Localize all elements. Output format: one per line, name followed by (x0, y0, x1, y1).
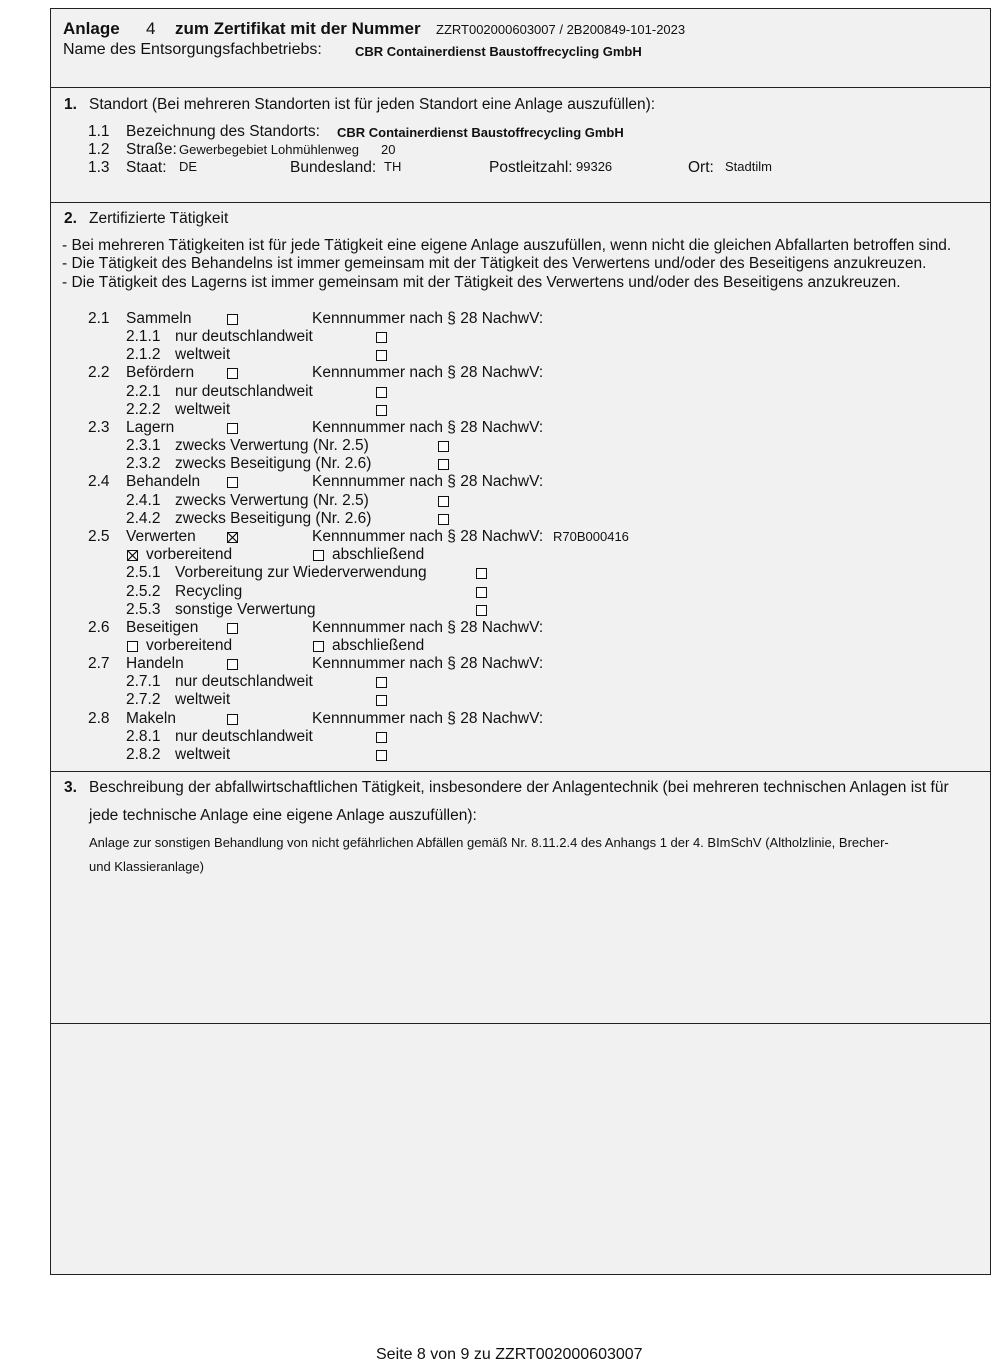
section2-title: Zertifizierte Tätigkeit (89, 210, 229, 227)
section-standort (50, 87, 991, 203)
header-section (50, 8, 991, 88)
house-number-value: 20 (381, 142, 396, 157)
sub-activity-number: 2.2.1 (126, 383, 161, 400)
site-name-label: Bezeichnung des Standorts: (126, 123, 320, 140)
sub-activity-a221-checkbox[interactable] (376, 387, 387, 398)
sub-activity-label: nur deutschlandweit (175, 728, 313, 745)
section1-title: Standort (Bei mehreren Standorten ist für jeden Standort eine Anlage auszufüllen): (89, 96, 656, 113)
anlage-label: Anlage (63, 19, 120, 38)
sub-activity-label: nur deutschlandweit (175, 383, 313, 400)
sub-activity-number: 2.5.1 (126, 564, 161, 581)
activity-a23-checkbox[interactable] (227, 423, 238, 434)
section3-title-line1: Beschreibung der abfallwirtschaftlichen Tätigkeit, insbesondere der Anlagentechnik (bei mehreren technischen Anlagen ist für (89, 779, 949, 796)
sub-activity-number: 2.4.2 (126, 510, 161, 527)
sub-activity-label: zwecks Beseitigung (Nr. 2.6) (175, 510, 372, 527)
sub-activity-a211-checkbox[interactable] (376, 332, 387, 343)
kennnummer-label: Kennnummer nach § 28 NachwV: (312, 310, 544, 327)
sub-activity-label: nur deutschlandweit (175, 328, 313, 345)
state-label: Bundesland: (290, 159, 377, 176)
country-value: DE (179, 159, 198, 174)
sub-activity-number: 2.7.2 (126, 691, 161, 708)
abschliessend-label: abschließend (332, 637, 425, 654)
sub-activity-label: zwecks Verwertung (Nr. 2.5) (175, 437, 369, 454)
kennnummer-label: Kennnummer nach § 28 NachwV: (312, 619, 544, 636)
note-line: - Die Tätigkeit des Behandelns ist immer gemeinsam mit der Tätigkeit des Verwertens und/oder des Beseitigens anzukreuzen. (62, 255, 927, 272)
activity-number: 2.7 (88, 655, 110, 672)
kennnummer-value: R70B000416 (553, 529, 629, 544)
activity-number: 2.3 (88, 419, 110, 436)
sub-activity-a282-checkbox[interactable] (376, 750, 387, 761)
activity-a28-checkbox[interactable] (227, 714, 238, 725)
sub-activity-number: 2.5.3 (126, 601, 161, 618)
sub-activity-a252-checkbox[interactable] (476, 587, 487, 598)
anlage-number: 4 (146, 19, 156, 38)
activity-number: 2.1 (88, 310, 110, 327)
note-line: - Die Tätigkeit des Lagerns ist immer gemeinsam mit der Tätigkeit des Verwertens und/oder des Beseitigens anzukreuzen. (62, 274, 901, 291)
activity-number: 2.6 (88, 619, 110, 636)
page-footer: Seite 8 von 9 zu ZZRT002000603007 (376, 1346, 643, 1363)
sub-activity-label: weltweit (175, 401, 231, 418)
sub-activity-number: 2.2.2 (126, 401, 161, 418)
sub-activity-label: sonstige Verwertung (175, 601, 316, 618)
sub-activity-number: 2.5.2 (126, 583, 161, 600)
sub-activity-a231-checkbox[interactable] (438, 441, 449, 452)
activity-a26-checkbox[interactable] (227, 623, 238, 634)
sub-activity-number: 2.3.2 (126, 455, 161, 472)
kennnummer-label: Kennnummer nach § 28 NachwV: (312, 364, 544, 381)
company-name: CBR Containerdienst Baustoffrecycling GmbH (355, 44, 642, 59)
section3-number: 3. (64, 779, 77, 796)
section-beschreibung (50, 771, 991, 1024)
vorbereitend-label: vorbereitend (146, 546, 233, 563)
activity-a27-checkbox[interactable] (227, 659, 238, 670)
sub-activity-a272-checkbox[interactable] (376, 695, 387, 706)
kennnummer-label: Kennnummer nach § 28 NachwV: (312, 710, 544, 727)
street-label: Straße: (126, 141, 177, 158)
sub-activity-number: 2.8.2 (126, 746, 161, 763)
activity-label: Beseitigen (126, 619, 199, 636)
sub-activity-number: 2.3.1 (126, 437, 161, 454)
site-name-value: CBR Containerdienst Baustoffrecycling GmbH (337, 125, 624, 140)
activity-label: Handeln (126, 655, 184, 672)
empty-area (50, 1023, 991, 1275)
sub-activity-label: nur deutschlandweit (175, 673, 313, 690)
sub-activity-label: zwecks Verwertung (Nr. 2.5) (175, 492, 369, 509)
abschliessend-label: abschließend (332, 546, 425, 563)
sub-activity-label: Vorbereitung zur Wiederverwendung (175, 564, 427, 581)
activity-label: Befördern (126, 364, 195, 381)
kennnummer-label: Kennnummer nach § 28 NachwV: (312, 528, 544, 545)
activity-a21-checkbox[interactable] (227, 314, 238, 325)
item-1-2-number: 1.2 (88, 141, 110, 158)
company-label: Name des Entsorgungsfachbetriebs: (63, 41, 322, 58)
sub-activity-number: 2.1.1 (126, 328, 161, 345)
activity-number: 2.8 (88, 710, 110, 727)
sub-activity-number: 2.7.1 (126, 673, 161, 690)
sub-activity-label: zwecks Beseitigung (Nr. 2.6) (175, 455, 372, 472)
description-line2: und Klassieranlage) (89, 859, 204, 874)
city-label: Ort: (688, 159, 714, 176)
abschliessend-checkbox[interactable] (313, 550, 324, 561)
certificate-number: ZZRT002000603007 / 2B200849-101-2023 (436, 22, 686, 37)
section1-number: 1. (64, 96, 77, 113)
item-1-1-number: 1.1 (88, 123, 110, 140)
sub-activity-a241-checkbox[interactable] (438, 496, 449, 507)
sub-activity-number: 2.1.2 (126, 346, 161, 363)
kennnummer-label: Kennnummer nach § 28 NachwV: (312, 419, 544, 436)
activity-number: 2.4 (88, 473, 110, 490)
state-value: TH (384, 159, 402, 174)
item-1-3-number: 1.3 (88, 159, 110, 176)
section-zertifizierte-taetigkeit (50, 202, 991, 772)
sub-activity-a281-checkbox[interactable] (376, 732, 387, 743)
description-line1: Anlage zur sonstigen Behandlung von nicht gefährlichen Abfällen gemäß Nr. 8.11.2.4 des Anhangs 1 der 4. BImSchV (Altholzlinie, Brecher- (89, 835, 889, 850)
sub-activity-number: 2.4.1 (126, 492, 161, 509)
activity-label: Behandeln (126, 473, 201, 490)
sub-activity-a253-checkbox[interactable] (476, 605, 487, 616)
activity-a22-checkbox[interactable] (227, 368, 238, 379)
kennnummer-label: Kennnummer nach § 28 NachwV: (312, 473, 544, 490)
street-value: Gewerbegebiet Lohmühlenweg (179, 142, 359, 157)
section2-number: 2. (64, 210, 77, 227)
vorbereitend-label: vorbereitend (146, 637, 233, 654)
sub-activity-a222-checkbox[interactable] (376, 405, 387, 416)
activity-a25-checkbox[interactable] (227, 532, 238, 543)
activity-label: Verwerten (126, 528, 196, 545)
certificate-title: zum Zertifikat mit der Nummer (175, 19, 421, 38)
activity-a24-checkbox[interactable] (227, 477, 238, 488)
postal-code-label: Postleitzahl: (489, 159, 573, 176)
sub-activity-label: Recycling (175, 583, 243, 600)
activity-number: 2.2 (88, 364, 110, 381)
activity-label: Makeln (126, 710, 176, 727)
sub-activity-a271-checkbox[interactable] (376, 677, 387, 688)
sub-activity-label: weltweit (175, 746, 231, 763)
vorbereitend-checkbox[interactable] (127, 550, 138, 561)
country-label: Staat: (126, 159, 167, 176)
activity-label: Lagern (126, 419, 175, 436)
sub-activity-a251-checkbox[interactable] (476, 568, 487, 579)
vorbereitend-checkbox[interactable] (127, 641, 138, 652)
city-value: Stadtilm (725, 159, 772, 174)
kennnummer-label: Kennnummer nach § 28 NachwV: (312, 655, 544, 672)
abschliessend-checkbox[interactable] (313, 641, 324, 652)
sub-activity-number: 2.8.1 (126, 728, 161, 745)
sub-activity-a242-checkbox[interactable] (438, 514, 449, 525)
sub-activity-a232-checkbox[interactable] (438, 459, 449, 470)
sub-activity-label: weltweit (175, 346, 231, 363)
sub-activity-a212-checkbox[interactable] (376, 350, 387, 361)
sub-activity-label: weltweit (175, 691, 231, 708)
section3-title-line2: jede technische Anlage eine eigene Anlage auszufüllen): (89, 807, 477, 824)
activity-number: 2.5 (88, 528, 110, 545)
activity-label: Sammeln (126, 310, 192, 327)
postal-code-value: 99326 (576, 159, 613, 174)
note-line: - Bei mehreren Tätigkeiten ist für jede Tätigkeit eine eigene Anlage auszufüllen, wenn nicht die gleichen Abfallarten betroffen sind. (62, 237, 952, 254)
